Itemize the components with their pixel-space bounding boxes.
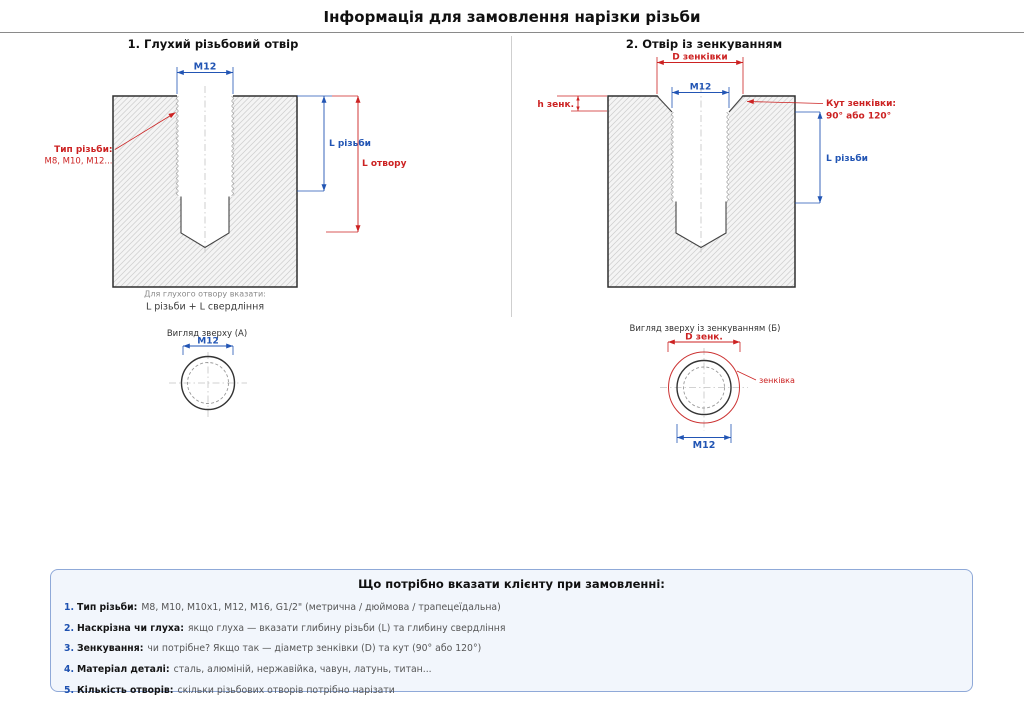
item-label: Зенкування: [77,643,144,655]
order-info-item [64,598,972,619]
blind-hole-thread-right [232,96,235,196]
item-number: 4. [64,664,75,676]
item-description: M8, M10, M10x1, M12, M16, G1/2" (метрична / дюймова / трапецеїдальна) [141,602,501,613]
order-info-item [64,681,972,702]
order-info-title: Що потрібно вказати клієнту при замовленні: [358,577,665,591]
dim-label-m12-right: M12 [689,82,712,93]
item-label: Наскрізна чи глуха: [77,622,184,634]
csk-label-leader [737,371,756,380]
dim-label-m12-left: M12 [193,61,217,73]
dim-label-thread-length-left: L різьби [329,139,371,149]
blind-hole-caption-2: L різьби + L свердління [145,301,265,313]
item-label: Кількість отворів: [77,684,174,696]
thread-type-values: M8, M10, M12... [44,156,113,167]
top-view-b-dim-label: M12 [692,440,716,451]
thread-type-label: Тип різьби: [54,145,113,155]
page-title: Інформація для замовлення нарізки різьби [323,8,701,26]
csk-hole-thread-left [671,112,674,202]
item-number: 3. [64,643,75,655]
item-label: Тип різьби: [77,602,138,613]
order-info-item [64,639,972,660]
item-number: 2. [64,622,75,634]
top-view-a-title: Вигляд зверху (А) [166,329,248,339]
section2-heading: 2. Отвір із зенкуванням [625,37,783,51]
item-description: якщо глуха — вказати глибину різьби (L) та глибину свердління [187,622,506,634]
item-description: сталь, алюміній, нержавійка, чавун, латунь, титан... [173,664,432,676]
dim-label-csk-depth: h зенк. [537,100,574,110]
item-number: 1. [64,602,75,613]
item-description: скільки різьбових отворів потрібно нарізати [177,684,395,696]
dim-label-csk-diameter: D зенківки [672,52,728,63]
dim-label-thread-length-right: L різьби [826,154,868,164]
order-info-item [64,619,972,640]
csk-angle-label-1: Кут зенківки: [826,99,897,109]
csk-hole-thread-right [727,112,730,202]
order-info-list [64,598,972,702]
section1-heading: 1. Глухий різьбовий отвір [127,37,299,51]
blind-hole-thread-left [176,96,179,196]
csk-angle-label-2: 90° або 120° [826,111,892,122]
item-description: чи потрібне? Якщо так — діаметр зенківки (D) та кут (90° або 120°) [147,643,482,655]
order-info-box [50,569,973,696]
item-label: Матеріал деталі: [77,664,170,676]
top-view-b-title: Вигляд зверху із зенкуванням (Б) [629,324,781,334]
top-view-a-dim-label: M12 [197,336,219,347]
order-info-item [64,660,972,681]
dim-label-hole-length: L отвору [362,159,407,169]
blind-hole-caption-1: Для глухого отвору вказати: [144,289,266,299]
top-view-b-csk-label: зенківка [759,376,795,385]
item-number: 5. [64,684,75,696]
top-view-b-csk-dim-label: D зенк. [685,332,723,343]
